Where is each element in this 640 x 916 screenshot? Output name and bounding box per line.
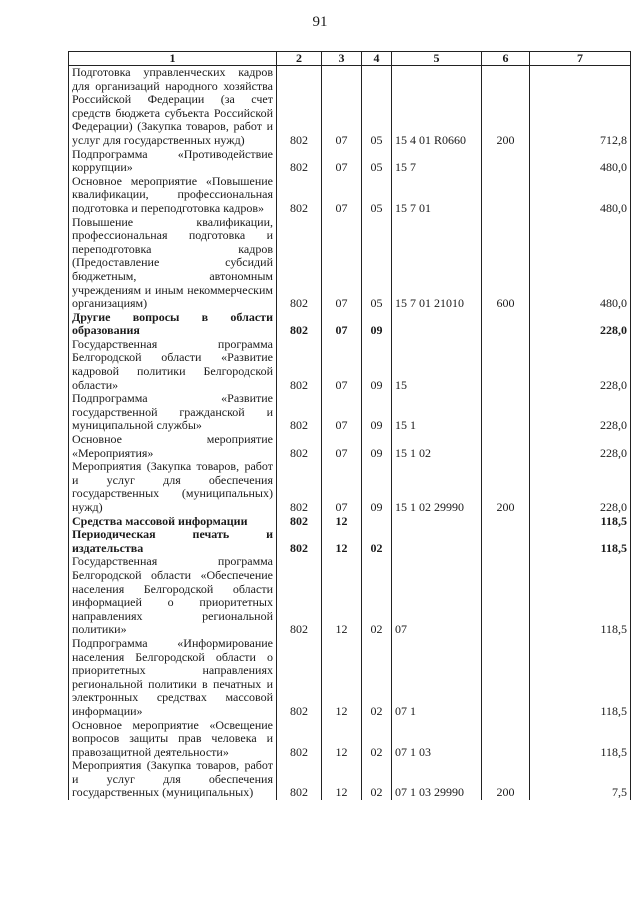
row-name-cell: Другие вопросы в области образования <box>69 311 277 338</box>
target-article-cell: 15 7 01 <box>392 175 482 216</box>
subsection-code-cell: 02 <box>362 637 392 719</box>
subsection-code-cell: 05 <box>362 216 392 311</box>
amount-cell: 118,5 <box>530 637 631 719</box>
expense-type-cell <box>482 528 530 555</box>
admin-code-cell: 802 <box>277 148 322 175</box>
target-article-cell <box>392 528 482 555</box>
target-article-cell <box>392 311 482 338</box>
target-article-cell: 15 7 01 21010 <box>392 216 482 311</box>
amount-cell: 480,0 <box>530 148 631 175</box>
row-name-cell: Подпрограмма «Развитие государственной гражданской и муниципальной службы» <box>69 392 277 433</box>
amount-cell: 118,5 <box>530 528 631 555</box>
target-article-cell: 15 7 <box>392 148 482 175</box>
target-article-cell: 07 1 03 <box>392 719 482 760</box>
section-code-cell: 07 <box>322 66 362 148</box>
table-row <box>69 515 631 529</box>
subsection-code-cell: 09 <box>362 392 392 433</box>
section-code-cell: 12 <box>322 719 362 760</box>
expense-type-cell: 200 <box>482 759 530 800</box>
amount-cell: 228,0 <box>530 433 631 460</box>
row-name-cell: Средства массовой информации <box>69 515 277 529</box>
target-article-cell: 15 1 02 <box>392 433 482 460</box>
target-article-cell: 15 1 02 29990 <box>392 460 482 514</box>
column-header: 5 <box>392 52 482 66</box>
admin-code-cell: 802 <box>277 515 322 529</box>
admin-code-cell: 802 <box>277 338 322 392</box>
amount-cell: 712,8 <box>530 66 631 148</box>
row-name-cell: Подпрограмма «Информирование населения Белгородской области о приоритетных направлениях региональной политики в печатных и электронных средствах массовой информации» <box>69 637 277 719</box>
section-code-cell: 07 <box>322 311 362 338</box>
column-header: 1 <box>69 52 277 66</box>
row-name-cell: Государственная программа Белгородской области «Развитие кадровой политики Белгородской области» <box>69 338 277 392</box>
admin-code-cell: 802 <box>277 637 322 719</box>
expense-type-cell <box>482 148 530 175</box>
table-row <box>69 528 631 555</box>
expense-type-cell <box>482 338 530 392</box>
subsection-code-cell: 09 <box>362 433 392 460</box>
table-row <box>69 460 631 514</box>
column-header: 2 <box>277 52 322 66</box>
amount-cell: 480,0 <box>530 216 631 311</box>
admin-code-cell: 802 <box>277 460 322 514</box>
table-row <box>69 759 631 800</box>
amount-cell: 480,0 <box>530 175 631 216</box>
subsection-code-cell: 02 <box>362 528 392 555</box>
section-code-cell: 12 <box>322 637 362 719</box>
target-article-cell: 07 1 03 29990 <box>392 759 482 800</box>
row-name-cell: Основное мероприятие «Повышение квалификации, профессиональная подготовка и переподготовка кадров» <box>69 175 277 216</box>
subsection-code-cell: 09 <box>362 311 392 338</box>
table-row <box>69 338 631 392</box>
section-code-cell: 12 <box>322 515 362 529</box>
amount-cell: 228,0 <box>530 311 631 338</box>
section-code-cell: 12 <box>322 555 362 637</box>
expense-type-cell: 200 <box>482 66 530 148</box>
row-name-cell: Мероприятия (Закупка товаров, работ и услуг для обеспечения государственных (муниципальных) нужд) <box>69 460 277 514</box>
target-article-cell: 15 4 01 R0660 <box>392 66 482 148</box>
admin-code-cell: 802 <box>277 719 322 760</box>
section-code-cell: 07 <box>322 216 362 311</box>
admin-code-cell: 802 <box>277 216 322 311</box>
admin-code-cell: 802 <box>277 311 322 338</box>
amount-cell: 228,0 <box>530 392 631 433</box>
target-article-cell: 07 1 <box>392 637 482 719</box>
expense-type-cell <box>482 311 530 338</box>
row-name-cell: Основное мероприятие «Мероприятия» <box>69 433 277 460</box>
section-code-cell: 07 <box>322 392 362 433</box>
subsection-code-cell <box>362 515 392 529</box>
section-code-cell: 12 <box>322 759 362 800</box>
target-article-cell: 15 1 <box>392 392 482 433</box>
table-row <box>69 148 631 175</box>
expense-type-cell <box>482 515 530 529</box>
row-name-cell: Мероприятия (Закупка товаров, работ и услуг для обеспечения государственных (муниципальных) <box>69 759 277 800</box>
expense-type-cell: 600 <box>482 216 530 311</box>
budget-table <box>68 51 631 800</box>
target-article-cell: 15 <box>392 338 482 392</box>
section-code-cell: 07 <box>322 175 362 216</box>
subsection-code-cell: 09 <box>362 338 392 392</box>
admin-code-cell: 802 <box>277 555 322 637</box>
admin-code-cell: 802 <box>277 759 322 800</box>
subsection-code-cell: 02 <box>362 555 392 637</box>
section-code-cell: 07 <box>322 148 362 175</box>
expense-type-cell <box>482 175 530 216</box>
column-header: 7 <box>530 52 631 66</box>
subsection-code-cell: 05 <box>362 66 392 148</box>
row-name-cell: Основное мероприятие «Освещение вопросов защиты прав человека и правозащитной деятельности» <box>69 719 277 760</box>
section-code-cell: 07 <box>322 460 362 514</box>
amount-cell: 118,5 <box>530 555 631 637</box>
amount-cell: 118,5 <box>530 515 631 529</box>
column-header: 3 <box>322 52 362 66</box>
expense-type-cell <box>482 719 530 760</box>
amount-cell: 118,5 <box>530 719 631 760</box>
table-row <box>69 66 631 148</box>
target-article-cell: 07 <box>392 555 482 637</box>
column-header: 6 <box>482 52 530 66</box>
table-row <box>69 216 631 311</box>
row-name-cell: Государственная программа Белгородской области «Обеспечение населения Белгородской области информацией о приоритетных направлениях региональной политики» <box>69 555 277 637</box>
table-row <box>69 637 631 719</box>
expense-type-cell <box>482 637 530 719</box>
admin-code-cell: 802 <box>277 175 322 216</box>
amount-cell: 7,5 <box>530 759 631 800</box>
expense-type-cell <box>482 433 530 460</box>
row-name-cell: Подготовка управленческих кадров для организаций народного хозяйства Российской Федерации (за счет средств бюджета субъекта Российской Федерации) (Закупка товаров, работ и услуг для государственных нужд) <box>69 66 277 148</box>
admin-code-cell: 802 <box>277 66 322 148</box>
table-row <box>69 555 631 637</box>
subsection-code-cell: 09 <box>362 460 392 514</box>
page-number: 91 <box>312 14 328 30</box>
expense-type-cell <box>482 392 530 433</box>
subsection-code-cell: 05 <box>362 175 392 216</box>
table-row <box>69 311 631 338</box>
row-name-cell: Повышение квалификации, профессиональная подготовка и переподготовка кадров (Предоставление субсидий бюджетным, автономным учреждениям и иным некоммерческим организациям) <box>69 216 277 311</box>
section-code-cell: 07 <box>322 338 362 392</box>
table-row <box>69 719 631 760</box>
admin-code-cell: 802 <box>277 392 322 433</box>
admin-code-cell: 802 <box>277 433 322 460</box>
expense-type-cell: 200 <box>482 460 530 514</box>
table-row <box>69 392 631 433</box>
amount-cell: 228,0 <box>530 338 631 392</box>
subsection-code-cell: 05 <box>362 148 392 175</box>
column-header: 4 <box>362 52 392 66</box>
table-header-row <box>69 52 631 66</box>
row-name-cell: Периодическая печать и издательства <box>69 528 277 555</box>
row-name-cell: Подпрограмма «Противодействие коррупции» <box>69 148 277 175</box>
table-row <box>69 433 631 460</box>
subsection-code-cell: 02 <box>362 719 392 760</box>
table-row <box>69 175 631 216</box>
amount-cell: 228,0 <box>530 460 631 514</box>
subsection-code-cell: 02 <box>362 759 392 800</box>
admin-code-cell: 802 <box>277 528 322 555</box>
expense-type-cell <box>482 555 530 637</box>
section-code-cell: 12 <box>322 528 362 555</box>
section-code-cell: 07 <box>322 433 362 460</box>
target-article-cell <box>392 515 482 529</box>
